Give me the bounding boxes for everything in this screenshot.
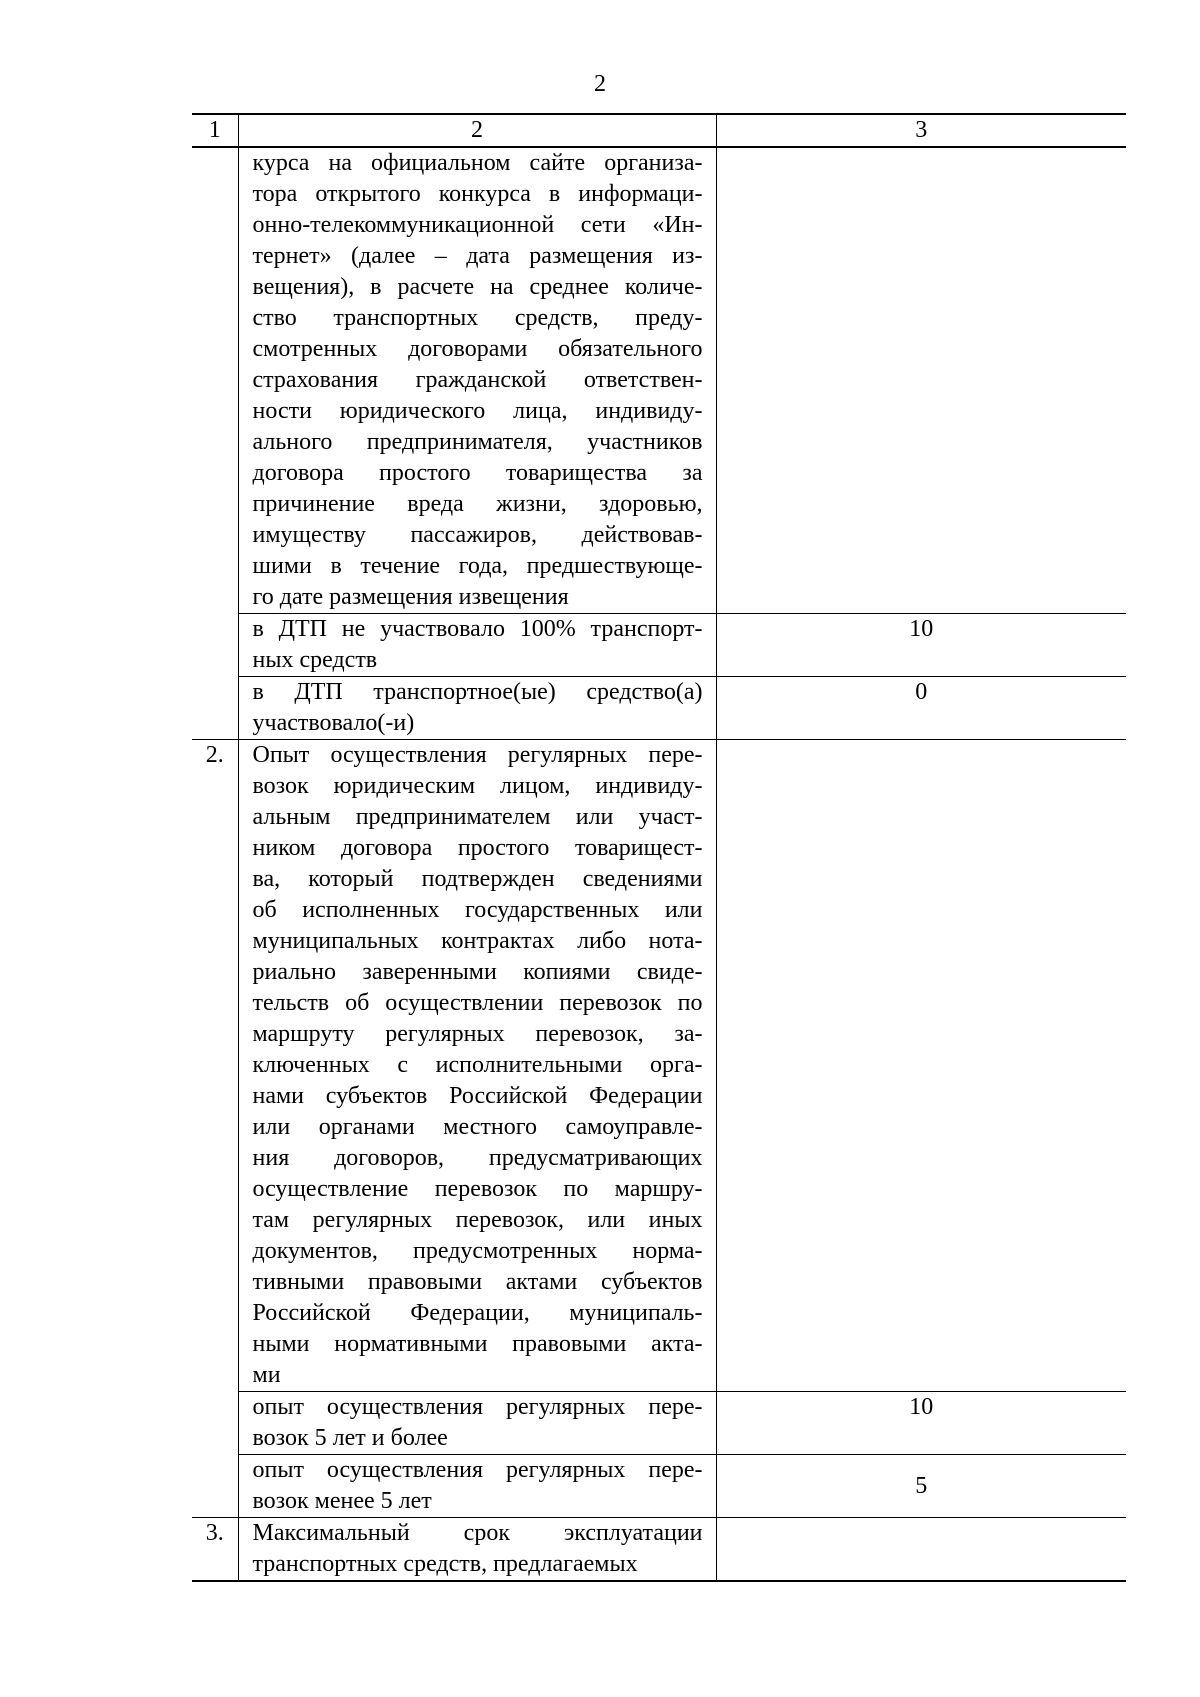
description-line: ником договора простого товарищест- (252, 835, 703, 861)
row-score-cell (716, 147, 1126, 614)
description-line: тельств об осуществлении перевозок по (252, 990, 703, 1016)
table-row (192, 1518, 1126, 1582)
row-number-cell (192, 147, 238, 614)
row-description-cell (238, 1392, 716, 1455)
table-row (192, 1455, 1126, 1518)
row-number-cell (192, 1392, 238, 1455)
row-description-cell (238, 614, 716, 677)
description-line: ство транспортных средств, преду- (252, 305, 703, 331)
row-number-cell (192, 614, 238, 677)
description-line: в ДТП транспортное(ые) средство(а) (252, 679, 703, 705)
description-line: вещения), в расчете на среднее количе- (252, 274, 703, 300)
description-line: шими в течение года, предшествующе- (252, 553, 703, 579)
description-line: альным предпринимателем или участ- (252, 804, 703, 830)
description-line: там регулярных перевозок, или иных (252, 1207, 703, 1233)
description-line: Опыт осуществления регулярных пере- (252, 742, 703, 768)
row-number-cell (192, 677, 238, 740)
description-line: страхования гражданской ответствен- (252, 367, 703, 393)
row-score-cell: 10 (716, 614, 1126, 677)
description-line: муниципальных контрактах либо нота- (252, 928, 703, 954)
description-line: об исполненных государственных или (252, 897, 703, 923)
row-number-cell (192, 1455, 238, 1518)
row-score-cell: 5 (716, 1455, 1126, 1518)
description-line: причинение вреда жизни, здоровью, (252, 491, 703, 517)
description-line: тора открытого конкурса в информаци- (252, 181, 703, 207)
description-line: ключенных с исполнительными орга- (252, 1052, 703, 1078)
row-score-cell: 10 (716, 1392, 1126, 1455)
description-line: ных средств (252, 647, 378, 673)
description-line: или органами местного самоуправле- (252, 1114, 703, 1140)
table-header-row (192, 114, 1126, 147)
page-number: 2 (594, 71, 606, 97)
row-number-cell: 2. (192, 740, 238, 1392)
row-description-cell (238, 147, 716, 614)
description-line: возок менее 5 лет (252, 1488, 432, 1514)
description-line: смотренных договорами обязательного (252, 336, 703, 362)
description-line: тивными правовыми актами субъектов (252, 1269, 703, 1295)
description-line: имуществу пассажиров, действовав- (252, 522, 703, 548)
description-line: документов, предусмотренных норма- (252, 1238, 703, 1264)
row-score-cell (716, 1518, 1126, 1582)
row-description-cell (238, 1518, 716, 1582)
description-line: возок 5 лет и более (252, 1425, 448, 1451)
description-line: транспортных средств, предлагаемых (252, 1551, 638, 1577)
table-row (192, 740, 1126, 1392)
description-line: осуществление перевозок по маршру- (252, 1176, 703, 1202)
table-row (192, 1392, 1126, 1455)
header-col-3: 3 (716, 114, 1126, 147)
description-line: курса на официальном сайте организа- (252, 150, 703, 176)
row-description-cell (238, 1455, 716, 1518)
description-line: тернет» (далее – дата размещения из- (252, 243, 703, 269)
row-score-cell (716, 740, 1126, 1392)
description-line: нами субъектов Российской Федерации (252, 1083, 703, 1109)
description-line: онно-телекоммуникационной сети «Ин- (252, 212, 703, 238)
description-line: ми (252, 1362, 281, 1388)
description-line: возок юридическим лицом, индивиду- (252, 773, 703, 799)
table-row (192, 147, 1126, 614)
row-description-cell (238, 677, 716, 740)
description-line: в ДТП не участвовало 100% транспорт- (252, 616, 703, 642)
header-col-2: 2 (238, 114, 716, 147)
description-line: риально заверенными копиями свиде- (252, 959, 703, 985)
description-line: участвовало(-и) (252, 710, 415, 736)
table-row (192, 614, 1126, 677)
description-line: договора простого товарищества за (252, 460, 703, 486)
description-line: ности юридического лица, индивиду- (252, 398, 703, 424)
description-line: ального предпринимателя, участников (252, 429, 703, 455)
description-line: го дате размещения извещения (252, 584, 569, 610)
row-number-cell: 3. (192, 1518, 238, 1582)
row-description-cell (238, 740, 716, 1392)
description-line: опыт осуществления регулярных пере- (252, 1457, 703, 1483)
criteria-table (192, 113, 1126, 1582)
header-col-1: 1 (192, 114, 238, 147)
description-line: маршруту регулярных перевозок, за- (252, 1021, 703, 1047)
description-line: опыт осуществления регулярных пере- (252, 1394, 703, 1420)
description-line: ния договоров, предусматривающих (252, 1145, 703, 1171)
row-score-cell: 0 (716, 677, 1126, 740)
description-line: Российской Федерации, муниципаль- (252, 1300, 703, 1326)
table-row (192, 677, 1126, 740)
description-line: ва, который подтвержден сведениями (252, 866, 703, 892)
description-line: ными нормативными правовыми акта- (252, 1331, 703, 1357)
description-line: Максимальный срок эксплуатации (252, 1520, 703, 1546)
